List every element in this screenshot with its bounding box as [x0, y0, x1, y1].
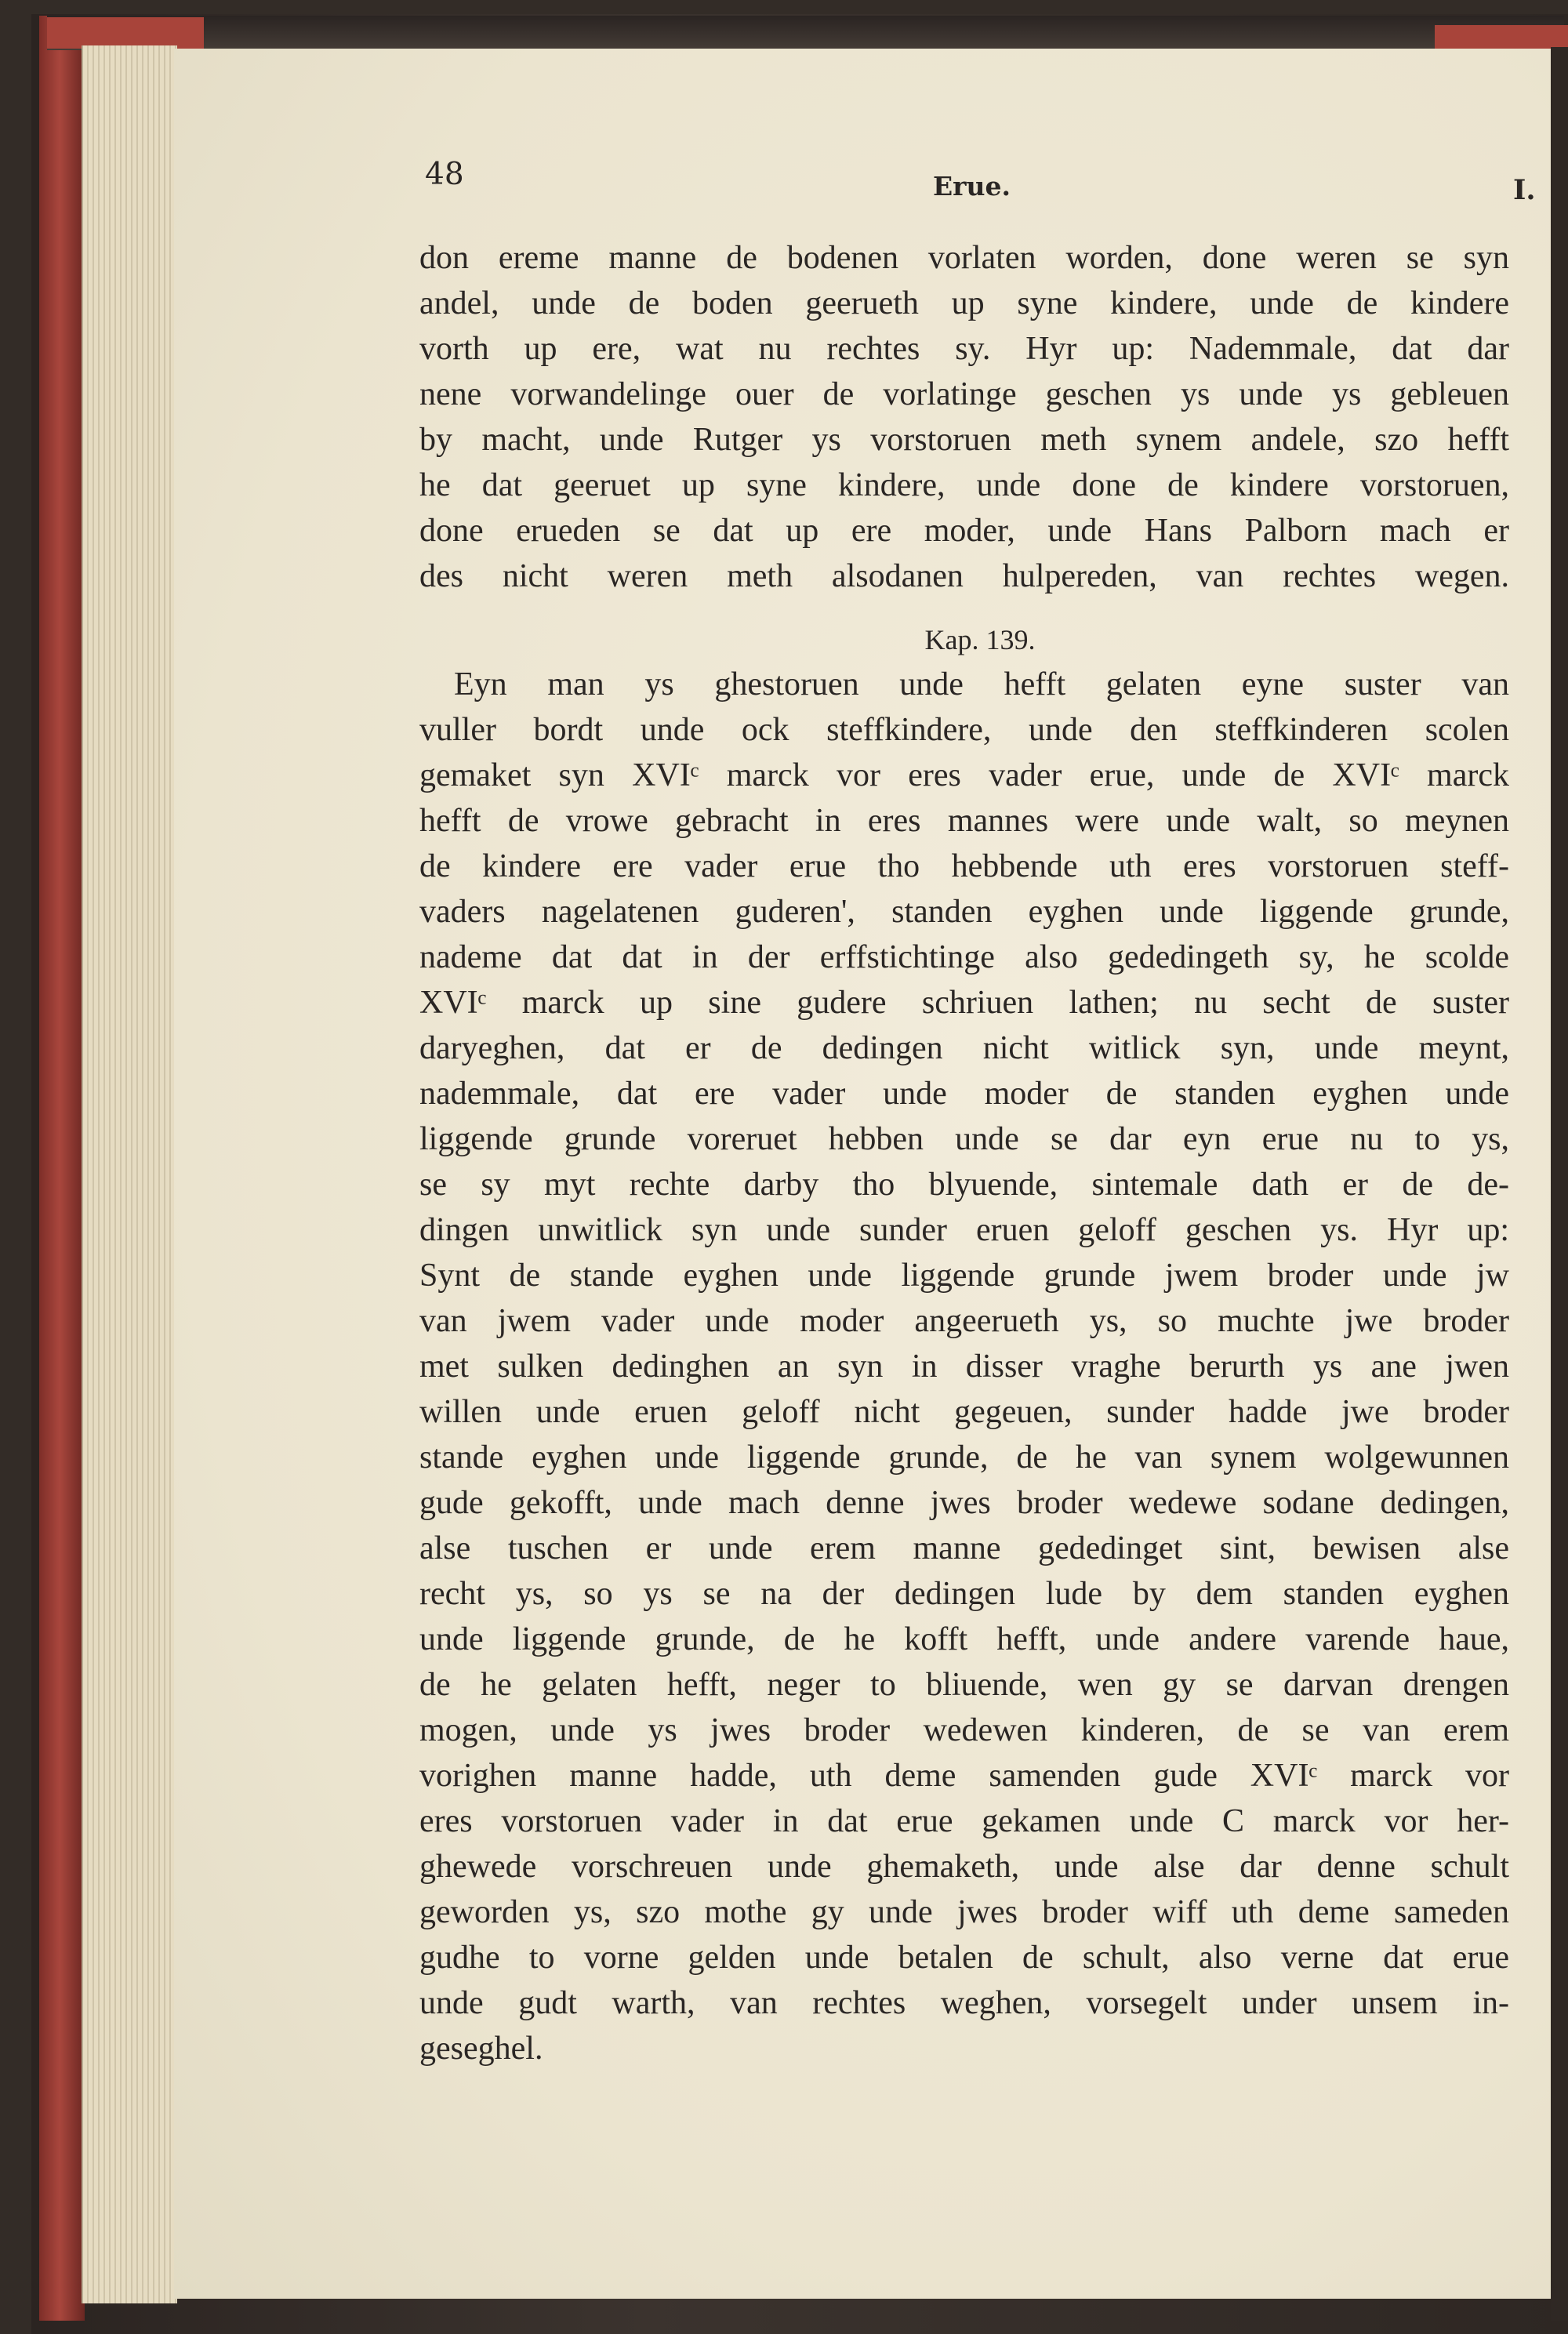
- cover-red-edge-left: [39, 16, 85, 2321]
- text-line: vaders nagelatenen guderen', standen eyghen unde liggende grunde,: [419, 894, 1509, 930]
- text-line: by macht, unde Rutger ys vorstoruen meth synem andele, szo hefft: [419, 422, 1509, 458]
- text-line: unde gudt warth, van rechtes weghen, vorsegelt under unsem in-: [419, 1985, 1509, 2021]
- text-line: hefft de vrowe gebracht in eres mannes were unde walt, so meynen: [419, 803, 1509, 839]
- text-line: de kindere ere vader erue tho hebbende uth eres vorstoruen steff-: [419, 848, 1509, 884]
- page-number: 48: [425, 157, 464, 192]
- text-line: geseghel.: [419, 2031, 543, 2067]
- text-line: recht ys, so ys se na der dedingen lude by dem standen eyghen: [419, 1576, 1509, 1612]
- text-line: XVIᶜ marck up sine gudere schriuen lathen; nu secht de suster: [419, 985, 1509, 1021]
- text-line: done erueden se dat up ere moder, unde Hans Palborn mach er: [419, 513, 1509, 549]
- text-line: gemaket syn XVIᶜ marck vor eres vader erue, unde de XVIᶜ marck: [419, 757, 1509, 793]
- text-line: de he gelaten hefft, neger to bliuende, wen gy se darvan drengen: [419, 1667, 1509, 1703]
- text-line: dingen unwitlick syn unde sunder eruen geloff geschen ys. Hyr up:: [419, 1212, 1509, 1248]
- text-line: nene vorwandelinge ouer de vorlatinge geschen ys unde ys gebleuen: [419, 376, 1509, 412]
- text-line: Eyn man ys ghestoruen unde hefft gelaten eyne suster van: [454, 666, 1509, 702]
- text-line: willen unde eruen geloff nicht gegeuen, sunder hadde jwe broder: [419, 1394, 1509, 1430]
- cover-edge-right: [1551, 47, 1568, 2321]
- text-line: unde liggende grunde, de he kofft hefft, unde andere varende haue,: [419, 1621, 1509, 1657]
- paragraph-2: [419, 662, 1509, 2071]
- text-line: vorighen manne hadde, uth deme samenden gude XVIᶜ marck vor: [419, 1758, 1509, 1794]
- text-line: andel, unde de boden geerueth up syne kindere, unde de kindere: [419, 285, 1509, 321]
- text-line: liggende grunde voreruet hebben unde se dar eyn erue nu to ys,: [419, 1121, 1509, 1157]
- text-line: ghewede vorschreuen unde ghemaketh, unde alse dar denne schult: [419, 1849, 1509, 1885]
- text-line: stande eyghen unde liggende grunde, de he van synem wolgewunnen: [419, 1439, 1509, 1476]
- text-line: nademe dat dat in der erffstichtinge also gededingeth sy, he scolde: [419, 939, 1509, 975]
- text-line: eres vorstoruen vader in dat erue gekamen unde C marck vor her-: [419, 1803, 1509, 1839]
- paragraph-1: [419, 235, 1509, 599]
- text-line: he dat geeruet up syne kindere, unde done de kindere vorstoruen,: [419, 467, 1509, 503]
- text-line: mogen, unde ys jwes broder wedewen kinderen, de se van erem: [419, 1712, 1509, 1748]
- text-line: se sy myt rechte darby tho blyuende, sintemale dath er de de-: [419, 1167, 1509, 1203]
- running-title: Erue.: [933, 171, 1011, 201]
- text-line: daryeghen, dat er de dedingen nicht witlick syn, unde meynt,: [419, 1030, 1509, 1066]
- cover-edge-top: [47, 16, 1564, 50]
- text-line: vuller bordt unde ock steffkindere, unde den steffkinderen scolen: [419, 712, 1509, 748]
- text-line: des nicht weren meth alsodanen hulpereden, van rechtes wegen.: [419, 558, 1509, 594]
- text-line: met sulken dedinghen an syn in disser vraghe berurth ys ane jwen: [419, 1348, 1509, 1385]
- text-line: don ereme manne de bodenen vorlaten worden, done weren se syn: [419, 240, 1509, 276]
- text-line: geworden ys, szo mothe gy unde jwes broder wiff uth deme sameden: [419, 1894, 1509, 1930]
- text-line: Synt de stande eyghen unde liggende grunde jwem broder unde jw: [419, 1258, 1509, 1294]
- chapter-heading: Kap. 139.: [924, 624, 1036, 655]
- text-line: gude gekofft, unde mach denne jwes broder wedewe sodane dedingen,: [419, 1485, 1509, 1521]
- page-stack-edges: [82, 45, 177, 2303]
- text-line: van jwem vader unde moder angeerueth ys, so muchte jwe broder: [419, 1303, 1509, 1339]
- cover-red-corner-left: [47, 17, 204, 49]
- body-text: [419, 235, 1509, 2071]
- text-line: alse tuschen er unde erem manne gededinget sint, bewisen alse: [419, 1530, 1509, 1566]
- section-mark: I.: [1513, 174, 1536, 206]
- text-line: vorth up ere, wat nu rechtes sy. Hyr up: Nademmale, dat dar: [419, 331, 1509, 367]
- text-line: gudhe to vorne gelden unde betalen de schult, also verne dat erue: [419, 1940, 1509, 1976]
- text-line: nademmale, dat ere vader unde moder de standen eyghen unde: [419, 1076, 1509, 1112]
